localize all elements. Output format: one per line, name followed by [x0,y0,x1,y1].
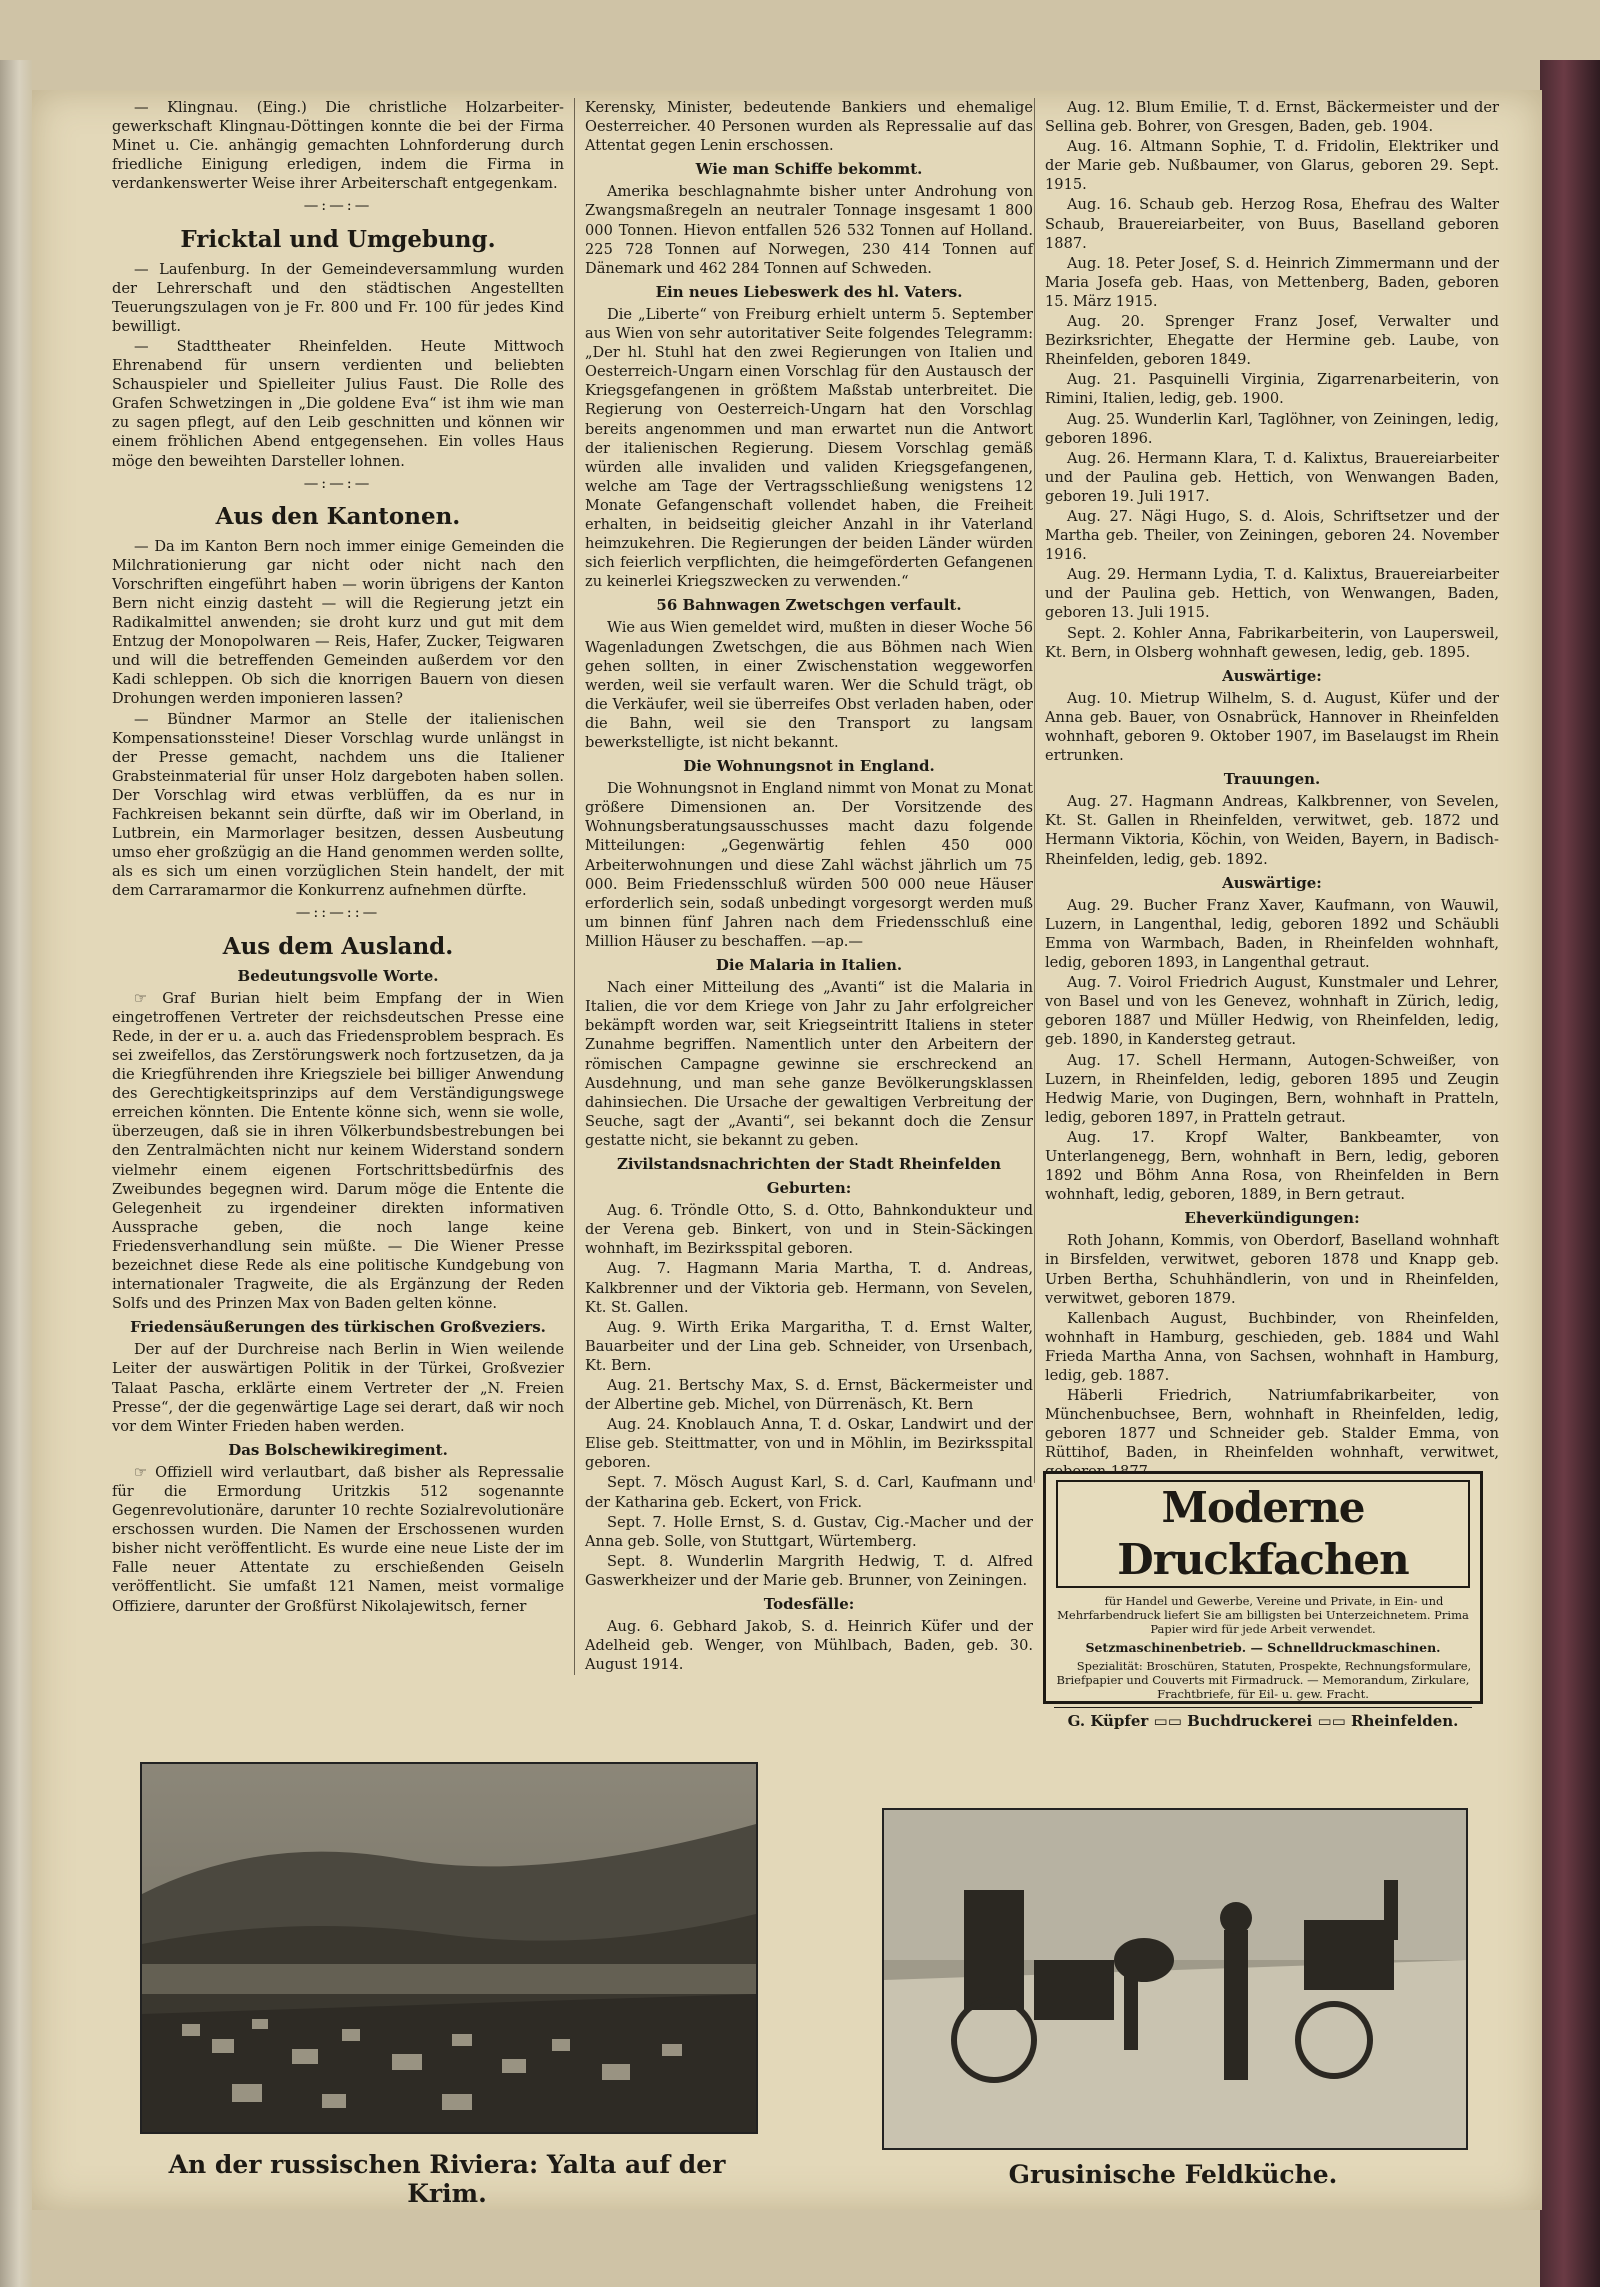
record-entry: Aug. 6. Gebhard Jakob, S. d. Heinrich Küfer und der Adelheid geb. Wenger, von Mühlbach, Baden, geb. 30. August 1914. [585,1618,1033,1674]
record-entry: Aug. 9. Wirth Erika Margaritha, T. d. Ernst Walter, Bauarbeiter und der Lina geb. Schneider, von Ursenbach, Kt. Bern. [585,1318,1033,1374]
article-schiffe: Amerika beschlagnahmte bisher unter Androhung von Zwangsmaßregeln an neutraler Tonnage insgesamt 1 800 000 Tonnen. Hievon entfallen 526 532 Tonnen auf Holland. 225 728 Tonnen auf Norwegen, 230 414 Tonnen auf Dänemark und 462 284 Tonnen auf Schweden. [585,183,1033,277]
record-entry: Aug. 27. Nägi Hugo, S. d. Alois, Schriftsetzer und der Martha geb. Theiler, von Zeiningen, geboren 24. November 1916. [1045,507,1499,564]
record-entry: Aug. 21. Pasquinelli Virginia, Zigarrenarbeiterin, von Rimini, Italien, ledig, geb. 1900. [1045,371,1499,408]
subheading-todesfaelle: Todesfälle: [763,1595,855,1614]
record-entry: Aug. 17. Schell Hermann, Autogen-Schweißer, von Luzern, in Rheinfelden, ledig, geboren 1895 und Zeugin Hedwig Marie, von Dugingen, Bern, wohnhaft in Pratteln, ledig, geboren 1897, in Pratteln getraut. [1045,1051,1499,1126]
article-burian: ☞ Graf Burian hielt beim Empfang der in Wien eingetroffenen Vertreter der reichsdeutschen Presse eine Rede, in der er u. a. auch das Friedensproblem besprach. Es sei zweifellos, das Zerstörungswerk noch fortzusetzen, da ja die Kriegführenden ihre Kriegsziele bei billiger Anwendung des Gerechtigkeitsprinzips auf dem Verständigungswege erreichen könnten. Die Entente könne sich, wenn sie wolle, überzeugen, daß sie in ihren Völkerbundsbestrebungen bei den Zentralmächten nicht nur keinem Widerstand sondern vielmehr einem eigenen Fortschrittsbedürfnis des Zweibundes begegnen wird. Darum möge die Entente die Gelegenheit zu irgendeiner direkten informativen Aussprache geben, die noch lange keine Friedensverhandlung sein müßte. — Die Wiener Presse bezeichnet diese Rede als eine politische Kundgebung von internationaler Tragweite, die als Ergänzung der Reden Solfs und des Prinzen Max von Baden gelten könne. [112,989,564,1313]
subheading-worte: Bedeutungsvolle Worte. [237,966,439,985]
record-entry: Aug. 21. Bertschy Max, S. d. Ernst, Bäckermeister und der Albertine geb. Michel, von Dürrenäsch, Kt. Bern [585,1377,1033,1414]
article-milchrationierung: — Da im Kanton Bern noch immer einige Gemeinden die Milchrationierung gar nicht oder nicht nach den Vorschriften eingeführt haben — worin übrigens der Kanton Bern nicht einzig dasteht — will die Regierung jetzt ein Radikalmittel anwenden; sie droht kurz und gut mit dem Entzug der Monopolwaren — Reis, Hafer, Zucker, Teigwaren und will die betreffenden Gemeinden außerdem vor den Kadi schleppen. Ob sich die knorrigen Bauern von diesen Drohungen werden imponieren lassen? [112,537,564,708]
separator: —::—::— [295,904,381,922]
record-entry: Sept. 8. Wunderlin Margrith Hedwig, T. d. Alfred Gaswerkheizer und der Marie geb. Brunner, von Zeiningen. [585,1552,1033,1589]
record-entry: Roth Johann, Kommis, von Oberdorf, Baselland wohnhaft in Birsfelden, verwitwet, geboren 1878 und Knapp geb. Urben Bertha, Schuhhändlerin, von und in Rheinfelden, verwitwet, geboren 1879. [1045,1232,1499,1307]
record-entry: Häberli Friedrich, Natriumfabrikarbeiter, von Münchenbuchsee, Bern, wohnhaft in Rheinfelden, ledig, geboren 1877 und Schneider geb. Stalder Emma, von Rüttihof, Baden, in Rheinfelden wohnhaft, verwitwet, [1045,1387,1499,1462]
ad-subheading: Setzmaschinenbetrieb. — Schnelldruckmaschinen. [1085,1640,1441,1655]
record-entry: Aug. 20. Sprenger Franz Josef, Verwalter und Bezirksrichter, Ehegatte der Hermine geb. Laube, von Rheinfelden, geboren 1849. [1045,313,1499,369]
page-binding-left [0,60,32,2287]
section-heading-fricktal: Fricktal und Umgebung. [180,225,496,253]
ad-footer: G. Küpfer ▭▭ Buchdruckerei ▭▭ Rheinfelden. [1054,1707,1472,1730]
article-talaat: Der auf der Durchreise nach Berlin in Wien weilende Leiter der auswärtigen Politik in der Türkei, Großvezier Talaat Pascha, erklärte einem Vertreter der „N. Freien Presse“, der die gegenwärtige Lage sei derart, daß wir noch vor dem Winter Frieden haben werden. [112,1341,564,1435]
record-entry: Aug. 7. Hagmann Maria Martha, T. d. Andreas, Kalkbrenner und der Viktoria geb. Hermann, von Sevelen, Kt. St. Gallen. [585,1260,1033,1316]
record-entry: Sept. 2. Kohler Anna, Fabrikarbeiterin, von Laupersweil, Kt. Bern, in Olsberg wohnhaft gewesen, ledig, geb. 1895. [1045,624,1499,661]
record-entry: Aug. 10. Mietrup Wilhelm, S. d. August, Küfer und der Anna geb. Bauer, von Osnabrück, Hannover in Rheinfelden wohnhaft, geboren 9. Oktober 1907, im Baselaugst im Rhein ertrunken. [1045,689,1499,765]
record-entry: Aug. 18. Peter Josef, S. d. Heinrich Zimmermann und der Maria Josefa geb. Haas, von Mettenberg, Baden, geboren 15. März 1915. [1045,254,1499,310]
subheading-wohnungsnot: Die Wohnungsnot in England. [683,757,935,776]
column-1 [112,98,564,1617]
article-marmor: — Bündner Marmor an Stelle der italienischen Kompensationssteine! Dieser Vorschlag wurde unlängst in der Presse gemacht, nachdem uns die Italiener Grabsteinmaterial für unser Holz dargeboten haben sollen. Der Vorschlag wird etwas verblüffen, da es nur in Fachkreisen bekannt sein dürfte, daß wir im Oberland, in Lutbrein, ein Marmorlager besitzen, dessen Ausbeutung umso eher großzügig an die Hand genommen werden sollte, als es sich um einen vorzüglichen Stein handelt, der mit dem Carraramarmor die Konkurrenz aufnehmen dürfte. [112,710,564,900]
record-entry: Aug. 27. Hagmann Andreas, Kalkbrenner, von Sevelen, Kt. St. Gallen in Rheinfelden, verwitwet, geb. 1872 und Hermann Viktoria, Köchin, von Weiden, Bayern, in Badisch-Rheinfelden, ledig, geb. 1892. [1045,793,1499,868]
ad-text: Spezialität: Broschüren, Statuten, Prospekte, Rechnungsformulare, Briefpapier und Couverts mit Firmadruck. — Memorandum, Zirkulare, Frachtbriefe, für Eil- u. gew. Fracht. [1056,1659,1472,1701]
article-stadttheater: — Stadttheater Rheinfelden. Heute Mittwoch Ehrenabend für unsern verdienten und beliebten Schauspieler und Spielleiter Julius Faust. Die Rolle des Grafen Schwetzingen in „Die goldene Eva“ ist ihm wie man zu sagen pflegt, auf den Leib geschnitten und können wir einem fröhlichen Abend entgegensehen. Ein volles Haus möge den beweihten Darsteller lohnen. [112,337,564,470]
article-malaria: Nach einer Mitteilung des „Avanti“ ist die Malaria in Italien, die vor dem Kriege von Jahr zu Jahr erfolgreicher bekämpft worden war, seit Kriegseintritt Italiens in steter Zunahme begriffen. Namentlich unter den Arbeitern der römischen Campagne gewinne sie erschreckend an Ausdehnung, und man sehe ganze Bevölkerungsklassen dahinsiechen. Die Ursache der gewaltigen Verbreitung der Seuche, sagt der „Avanti“, sei bekannt doch die Zensur gestatte nicht, sie bekannt zu geben. [585,979,1033,1149]
record-entry: Aug. 29. Hermann Lydia, T. d. Kalixtus, Brauereiarbeiter und der Paulina geb. Hettich, von Wenwangen, Baden, geboren 13. Juli 1915. [1045,566,1499,622]
record-entry: Aug. 7. Voirol Friedrich August, Kunstmaler und Lehrer, von Basel und von les Genevez, wohnhaft in Zürich, ledig, geboren 1887 und Müller Hedwig, von Rheinfelden, ledig, geb. 1890, in Kandersteg getraut. [1045,974,1499,1049]
record-entry: Kallenbach August, Buchbinder, von Rheinfelden, wohnhaft in Hamburg, geschieden, geb. 1884 und Wahl Frieda Martha Anna, von Sachsen, wohnhaft in Hamburg, ledig, geb. 1887. [1045,1309,1499,1384]
record-entry: Aug. 26. Hermann Klara, T. d. Kalixtus, Brauereiarbeiter und der Paulina geb. Hettich, von Wenwangen Baden, geboren 19. Juli 1917. [1045,449,1499,505]
article-laufenburg: — Laufenburg. In der Gemeindeversammlung wurden der Lehrerschaft und den städtischen Angestellten Teuerungszulagen von je Fr. 800 und Fr. 100 für jedes Kind bewilligt. [112,260,564,335]
subheading-zwetschgen: 56 Bahnwagen Zwetschgen verfault. [656,596,962,615]
book-spine [1540,60,1600,2287]
subheading-zivilstand: Zivilstandsnachrichten der Stadt Rheinfelden [616,1154,1002,1173]
subheading-malaria: Die Malaria in Italien. [715,956,903,975]
subheading-eheverkuendigungen: Eheverkündigungen: [1184,1209,1360,1228]
subheading-auswaertige: Auswärtige: [1222,873,1322,892]
record-entry: Aug. 24. Knoblauch Anna, T. d. Oskar, Landwirt und der Elise geb. Steittmatter, von und in Möhlin, im Bezirksspital geboren. [585,1416,1033,1472]
photo-yalta-image [142,1764,756,2132]
record-entry: Aug. 6. Tröndle Otto, S. d. Otto, Bahnkondukteur und der Verena geb. Binkert, von und in Stein-Säckingen wohnhaft, im Bezirksspital geboren. [585,1202,1033,1258]
separator: —:—:— [303,474,373,492]
record-entry: Aug. 16. Schaub geb. Herzog Rosa, Ehefrau des Walter Schaub, Brauereiarbeiter, von Buus, Baselland geboren 1887. [1045,196,1499,252]
subheading-liebeswerk: Ein neues Liebeswerk des hl. Vaters. [655,282,963,301]
article-klingnau: — Klingnau. (Eing.) Die christliche Holzarbeiter-gewerkschaft Klingnau-Döttingen konnte die bei der Firma Minet u. Cie. anhängig gemachten Lohnforderung durch friedliche Einigung erledigen, indem die Firma in verdankenswerter Weise ihrer Arbeiterschaft entgegenkam. [112,99,564,193]
separator: —:—:— [303,197,373,215]
photo-field-kitchen [882,1808,1468,2150]
column-2 [574,98,1033,1675]
ad-title: Moderne Druckfachen [1056,1480,1470,1588]
photo-caption-yalta: An der russischen Riviera: Yalta auf der Krim. [168,2150,726,2208]
article-liebeswerk: Die „Liberte“ von Freiburg erhielt unterm 5. September aus Wien von sehr autoritativer Seite folgendes Telegramm: „Der hl. Stuhl hat den zwei Regierungen von Italien und Oesterreich-Ungarn einen Vorschlag für den Austausch der Kriegsgefangenen in größtem Maßstab unterbreitet. Die Regierung von Oesterreich-Ungarn hat den Vorschlag bereits angenommen und man erwartet nun die Antwort der italienischen Regierung. Diesem Vorschlag gemäß würden alle invaliden und validen Kriegsgefangenen, welche am Tage der Vertragsschließung wenigstens 12 Monate Gefangenschaft vollendet haben, die Freiheit erhalten, in beidseitig gleicher Anzahl in ihr Vaterland heimzukehren. Die Regierungen der beiden Länder würden sich feierlich verpflichten, die heimgeförderten Gefangenen zu keinerlei Kriegszwecken zu verwenden.“ [585,305,1033,591]
subheading-auswaertige: Auswärtige: [1222,666,1322,685]
photo-yalta [140,1762,758,2134]
article-zwetschgen: Wie aus Wien gemeldet wird, mußten in dieser Woche 56 Wagenladungen Zwetschgen, die aus Böhmen nach Wien gehen sollten, in einer Zwischenstation weggeworfen werden, weil sie verfault waren. Wer die Schuld trägt, ob die Verkäufer, weil sie überreifes Obst verladen haben, oder die Bahn, weil sie den Transport zu langsam bewerkstelligte, ist nicht bekannt. [585,619,1033,751]
article-kerensky: Kerensky, Minister, bedeutende Bankiers und ehemalige Oesterreicher. 40 Personen wurden als Repressalie auf das Attentat gegen Lenin erschossen. [585,99,1033,155]
record-entry: Sept. 7. Holle Ernst, S. d. Gustav, Cig.-Macher und der Anna geb. Solle, von Stuttgart, Würtemberg. [585,1513,1033,1550]
article-wohnungsnot: Die Wohnungsnot in England nimmt von Monat zu Monat größere Dimensionen an. Der Vorsitzende des Wohnungsberatungsausschusses macht dazu folgende Mitteilungen: „Gegenwärtig fehlen 450 000 Arbeiterwohnungen und diese Zahl wächst jährlich um 75 000. Beim Friedensschluß würden 500 000 neue Häuser erforderlich sein, sodaß unbedingt vorgesorgt werden muß um binnen fünf Jahren nach dem Friedensschluß eine Million Häuser zu beschaffen. —ap.— [585,780,1033,950]
photo-field-kitchen-image [884,1810,1466,2148]
record-entry: Aug. 12. Blum Emilie, T. d. Ernst, Bäckermeister und der Sellina geb. Bohrer, von Gresgen, Baden, geb. 1904. [1045,99,1499,136]
advertisement-box [1043,1471,1483,1730]
subheading-schiffe: Wie man Schiffe bekommt. [695,160,923,179]
subheading-grossvezier: Friedensäußerungen des türkischen Großveziers. [130,1318,546,1337]
section-heading-kantonen: Aus den Kantonen. [215,502,461,530]
column-3 [1034,98,1499,1483]
photo-caption-field-kitchen: Grusinische Feldküche. [1008,2160,1338,2189]
record-entry: Aug. 29. Bucher Franz Xaver, Kaufmann, von Wauwil, Luzern, in Langenthal, ledig, geboren 1892 und Schäubli Emma von Warmbach, Baden, in Rheinfelden wohnhaft, ledig, geboren 1893, in Langenthal getraut. [1045,896,1499,972]
subheading-geburten: Geburten: [766,1179,852,1198]
ad-text: für Handel und Gewerbe, Vereine und Private, in Ein- und Mehrfarbendruck liefert Sie am billigsten bei Unterzeichnetem. Prima Papier wird für jede Arbeit verwendet. [1057,1594,1469,1636]
article-bolschewiki: ☞ Offiziell wird verlautbart, daß bisher als Repressalie für die Ermordung Uritzkis 512 sogenannte Gegenrevolutionäre, darunter 10 rechte Sozialrevolutionäre erschossen wurden. Die Namen der Erschossenen wurden bisher nicht veröffentlicht. Es wurde eine neue Liste der im Falle neuer Attentate zu erschießenden Geiseln veröffentlicht. Sie umfaßt 121 Namen, meist vormalige Offiziere, darunter der Großfürst Nikolajewitsch, ferner [112,1463,564,1615]
record-entry: Aug. 25. Wunderlin Karl, Taglöhner, von Zeiningen, ledig, geboren 1896. [1045,410,1499,447]
record-entry: Sept. 7. Mösch August Karl, S. d. Carl, Kaufmann und der Katharina geb. Eckert, von Frick. [585,1474,1033,1511]
record-entry: Aug. 16. Altmann Sophie, T. d. Fridolin, Elektriker und der Marie geb. Nußbaumer, von Glarus, geboren 29. Sept. 1915. [1045,138,1499,194]
subheading-bolschewiki: Das Bolschewikiregiment. [228,1440,448,1459]
subheading-trauungen: Trauungen. [1223,770,1321,789]
section-heading-ausland: Aus dem Ausland. [222,932,454,960]
record-entry: Aug. 17. Kropf Walter, Bankbeamter, von Unterlangenegg, Bern, wohnhaft in Bern, ledig, geboren 1892 und Böhm Anna Rosa, von Rheinfelden in Bern wohnhaft, ledig, geboren, 1889, in Bern getraut. [1045,1128,1499,1204]
